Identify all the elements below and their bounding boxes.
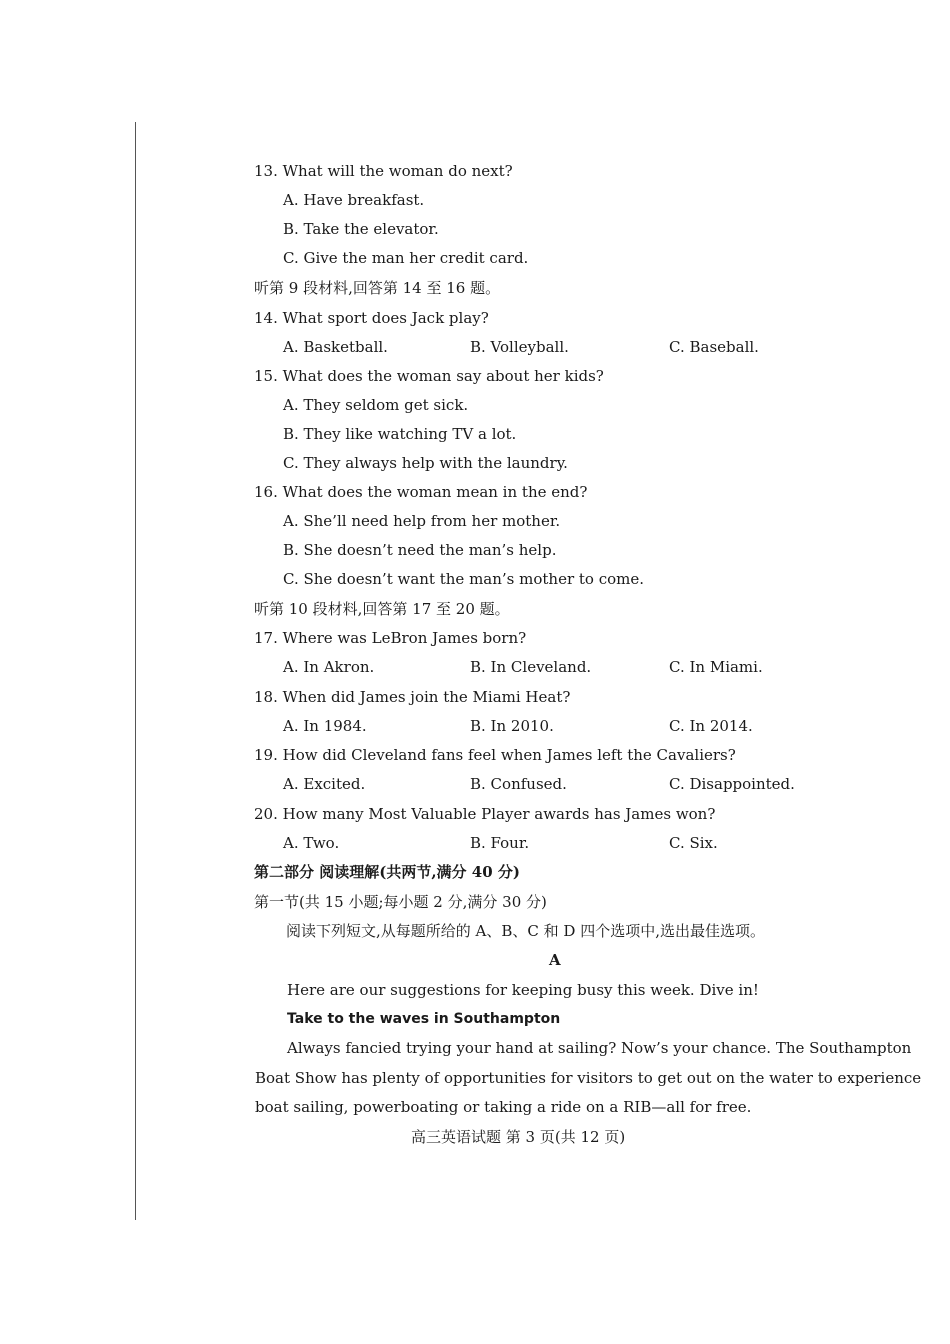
question-16-option-b: B. She doesn’t need the man’s help.	[283, 541, 557, 559]
reading-instruction: 阅读下列短文,从每题所给的 A、B、C 和 D 四个选项中,选出最佳选项。	[286, 922, 765, 940]
question-13-option-a: A. Have breakfast.	[283, 191, 425, 209]
question-15-option-c: C. They always help with the laundry.	[283, 454, 568, 472]
question-19-option-a: A. Excited.	[283, 775, 366, 793]
question-19-option-b: B. Confused.	[470, 775, 567, 793]
question-20-option-b: B. Four.	[470, 834, 530, 852]
passage-text-line-2: Boat Show has plenty of opportunities for visitors to get out on the water to experience	[255, 1069, 922, 1087]
question-14-option-c: C. Baseball.	[669, 338, 759, 356]
question-18-stem: 18. When did James join the Miami Heat?	[254, 688, 571, 706]
question-13-option-b: B. Take the elevator.	[283, 220, 439, 238]
question-18-option-b: B. In 2010.	[470, 717, 554, 735]
passage-intro: Here are our suggestions for keeping busy this week. Dive in!	[287, 981, 759, 999]
question-16-stem: 16. What does the woman mean in the end?	[254, 483, 588, 501]
question-16-option-c: C. She doesn’t want the man’s mother to come.	[283, 570, 645, 588]
question-14-option-a: A. Basketball.	[283, 338, 388, 356]
passage-label: A	[549, 951, 561, 969]
section-9-instruction: 听第 9 段材料,回答第 14 至 16 题。	[254, 279, 501, 297]
passage-subtitle: Take to the waves in Southampton	[287, 1011, 561, 1027]
question-17-option-c: C. In Miami.	[669, 658, 763, 676]
part-2-heading: 第二部分 阅读理解(共两节,满分 40 分)	[254, 863, 520, 881]
question-18-option-a: A. In 1984.	[283, 717, 367, 735]
question-20-option-a: A. Two.	[283, 834, 340, 852]
question-15-option-b: B. They like watching TV a lot.	[283, 425, 517, 443]
question-19-option-c: C. Disappointed.	[669, 775, 795, 793]
section-10-instruction: 听第 10 段材料,回答第 17 至 20 题。	[254, 600, 510, 618]
question-14-stem: 14. What sport does Jack play?	[254, 309, 489, 327]
question-20-stem: 20. How many Most Valuable Player awards has James won?	[254, 805, 716, 823]
question-15-stem: 15. What does the woman say about her kids?	[254, 367, 604, 385]
binding-margin-line	[135, 122, 136, 1220]
question-20-option-c: C. Six.	[669, 834, 718, 852]
question-15-option-a: A. They seldom get sick.	[283, 396, 469, 414]
question-16-option-a: A. She’ll need help from her mother.	[283, 512, 561, 530]
question-18-option-c: C. In 2014.	[669, 717, 753, 735]
page-footer: 高三英语试题 第 3 页(共 12 页)	[411, 1128, 626, 1146]
part-2-section-1-heading: 第一节(共 15 小题;每小题 2 分,满分 30 分)	[254, 893, 547, 911]
question-17-option-a: A. In Akron.	[283, 658, 375, 676]
question-13-stem: 13. What will the woman do next?	[254, 162, 513, 180]
question-14-option-b: B. Volleyball.	[470, 338, 569, 356]
question-17-stem: 17. Where was LeBron James born?	[254, 629, 527, 647]
question-13-option-c: C. Give the man her credit card.	[283, 249, 529, 267]
passage-text-line-1: Always fancied trying your hand at sailing? Now’s your chance. The Southampton	[287, 1039, 912, 1057]
question-17-option-b: B. In Cleveland.	[470, 658, 592, 676]
question-19-stem: 19. How did Cleveland fans feel when James left the Cavaliers?	[254, 746, 736, 764]
passage-text-line-3: boat sailing, powerboating or taking a ride on a RIB—all for free.	[255, 1098, 752, 1116]
